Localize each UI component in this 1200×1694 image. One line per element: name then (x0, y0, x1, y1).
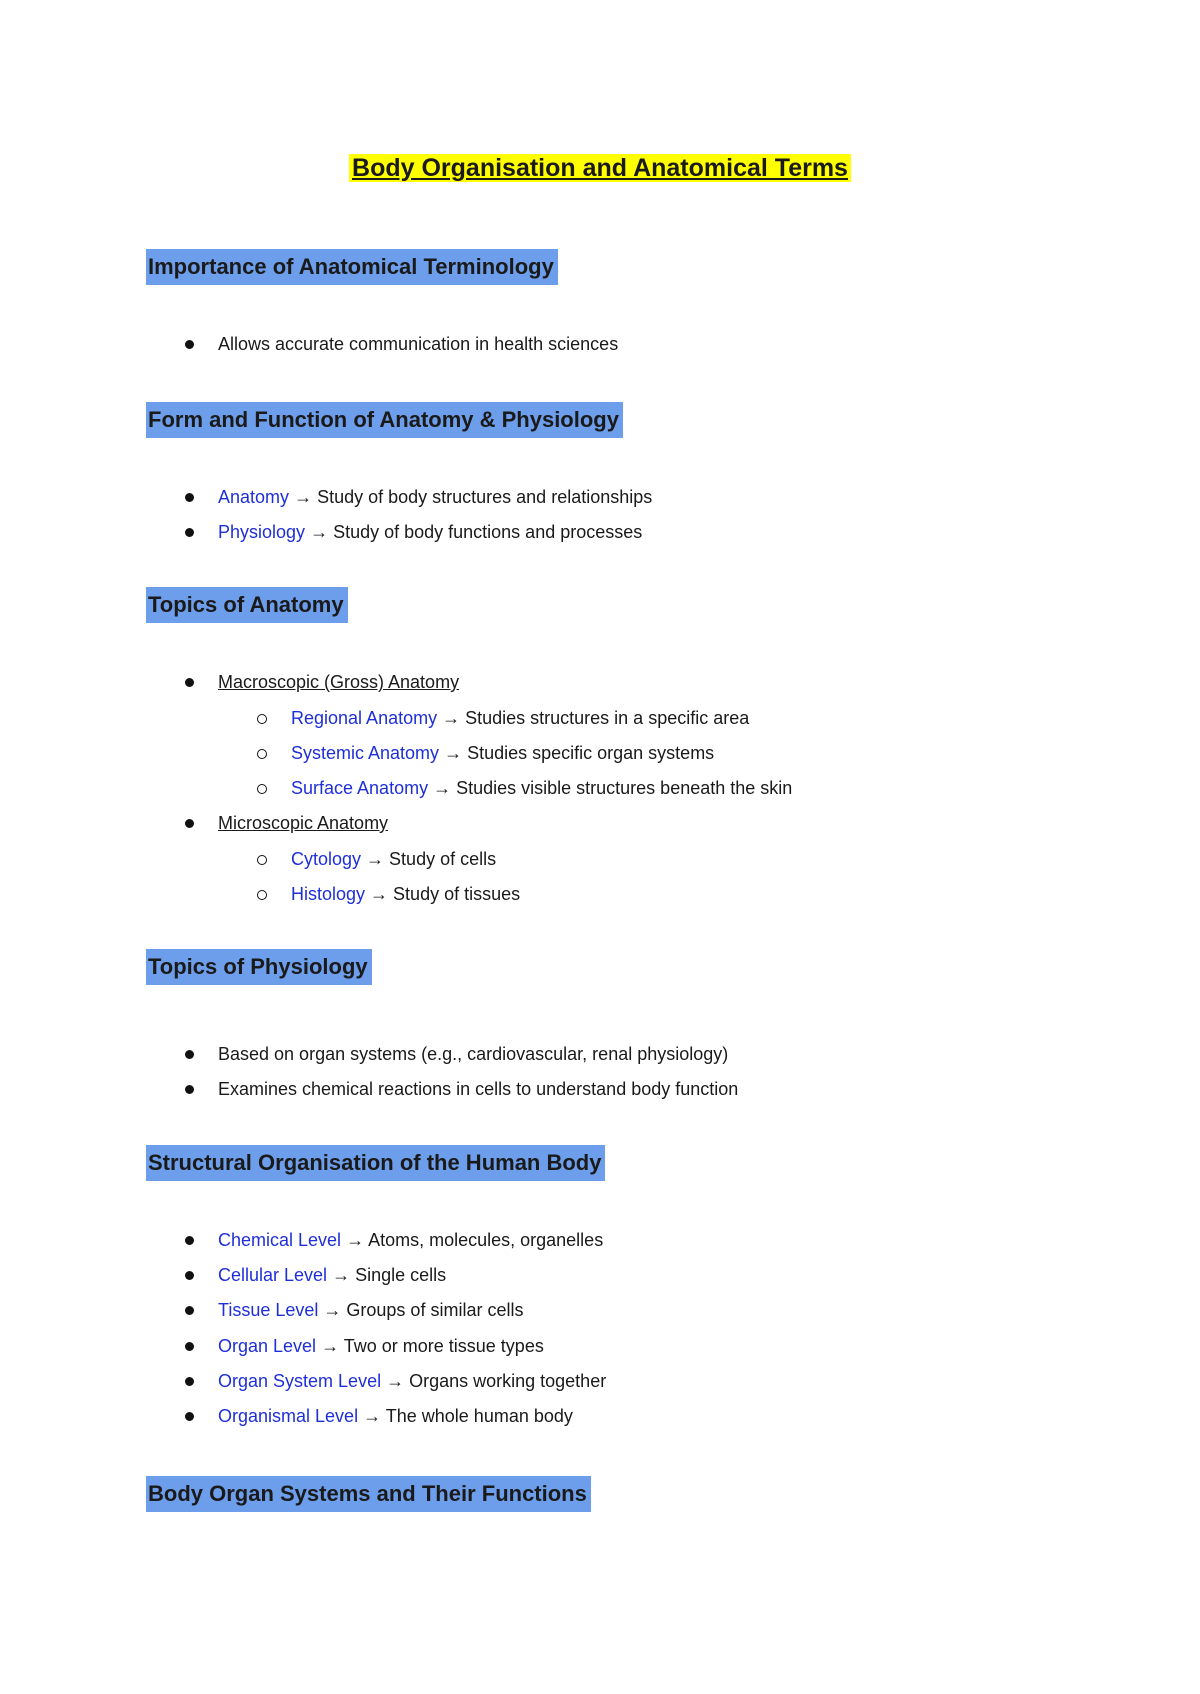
bullet-icon (185, 819, 194, 828)
list-item (218, 484, 652, 510)
item-desc: → Studies visible structures beneath the skin (433, 778, 793, 798)
list-item (218, 519, 642, 545)
list-item (218, 1227, 603, 1253)
item-desc: → Studies specific organ systems (444, 743, 715, 763)
term-histology: Histology (291, 884, 366, 904)
document-title-text: Body Organisation and Anatomical Terms (349, 154, 851, 182)
heading-topics-anatomy: Topics of Anatomy (146, 587, 348, 623)
term-organ-system-level: Organ System Level (218, 1371, 382, 1391)
heading-topics-physiology: Topics of Physiology (146, 949, 372, 985)
hollow-bullet-icon (257, 784, 267, 794)
hollow-bullet-icon (257, 714, 267, 724)
item-desc: → Study of body functions and processes (310, 522, 643, 542)
term-regional-anatomy: Regional Anatomy (291, 708, 438, 728)
bullet-icon (185, 1377, 194, 1386)
bullet-icon (185, 1271, 194, 1280)
item-desc: → Study of body structures and relationships (294, 487, 653, 507)
bullet-icon (185, 1342, 194, 1351)
term-cytology: Cytology (291, 849, 362, 869)
hollow-bullet-icon (257, 749, 267, 759)
bullet-icon (185, 678, 194, 687)
term-organ-level: Organ Level (218, 1336, 317, 1356)
bullet-icon (185, 1236, 194, 1245)
item-desc: → Studies structures in a specific area (442, 708, 750, 728)
list-item (218, 1333, 544, 1359)
item-desc: → Organs working together (386, 1371, 607, 1391)
item-desc: → Two or more tissue types (321, 1336, 544, 1356)
bullet-icon (185, 1050, 194, 1059)
list-item-microscopic: Microscopic Anatomy (218, 813, 389, 833)
item-desc: → Atoms, molecules, organelles (346, 1230, 604, 1250)
sub-list-item (291, 846, 496, 872)
bullet-icon (185, 493, 194, 502)
sub-list-item (291, 775, 792, 801)
bullet-icon (185, 528, 194, 537)
term-tissue-level: Tissue Level (218, 1300, 319, 1320)
list-item: Based on organ systems (e.g., cardiovascular, renal physiology) (218, 1044, 729, 1064)
list-item (218, 1368, 606, 1394)
heading-terminology: Importance of Anatomical Terminology (146, 249, 558, 285)
heading-form-function: Form and Function of Anatomy & Physiology (146, 402, 623, 438)
heading-structural-organisation: Structural Organisation of the Human Body (146, 1145, 605, 1181)
item-desc: → Study of cells (366, 849, 497, 869)
sub-list-item (291, 740, 714, 766)
term-cellular-level: Cellular Level (218, 1265, 328, 1285)
term-surface-anatomy: Surface Anatomy (291, 778, 429, 798)
item-desc: → Study of tissues (370, 884, 521, 904)
bullet-icon (185, 1412, 194, 1421)
sub-list-item (291, 705, 749, 731)
term-organismal-level: Organismal Level (218, 1406, 359, 1426)
bullet-icon (185, 340, 194, 349)
list-item (218, 1262, 446, 1288)
term-anatomy: Anatomy (218, 487, 290, 507)
hollow-bullet-icon (257, 890, 267, 900)
term-physiology: Physiology (218, 522, 306, 542)
list-item (218, 1297, 523, 1323)
document-title (0, 150, 1200, 186)
hollow-bullet-icon (257, 855, 267, 865)
list-item: Allows accurate communication in health sciences (218, 334, 619, 354)
term-chemical-level: Chemical Level (218, 1230, 342, 1250)
item-desc: → The whole human body (363, 1406, 573, 1426)
term-systemic-anatomy: Systemic Anatomy (291, 743, 440, 763)
list-item (218, 1403, 573, 1429)
sub-list-item (291, 881, 520, 907)
list-item: Examines chemical reactions in cells to understand body function (218, 1079, 739, 1099)
heading-organ-systems: Body Organ Systems and Their Functions (146, 1476, 591, 1512)
bullet-icon (185, 1085, 194, 1094)
item-desc: → Groups of similar cells (323, 1300, 524, 1320)
item-desc: → Single cells (332, 1265, 447, 1285)
list-item-macroscopic: Macroscopic (Gross) Anatomy (218, 672, 460, 692)
bullet-icon (185, 1306, 194, 1315)
